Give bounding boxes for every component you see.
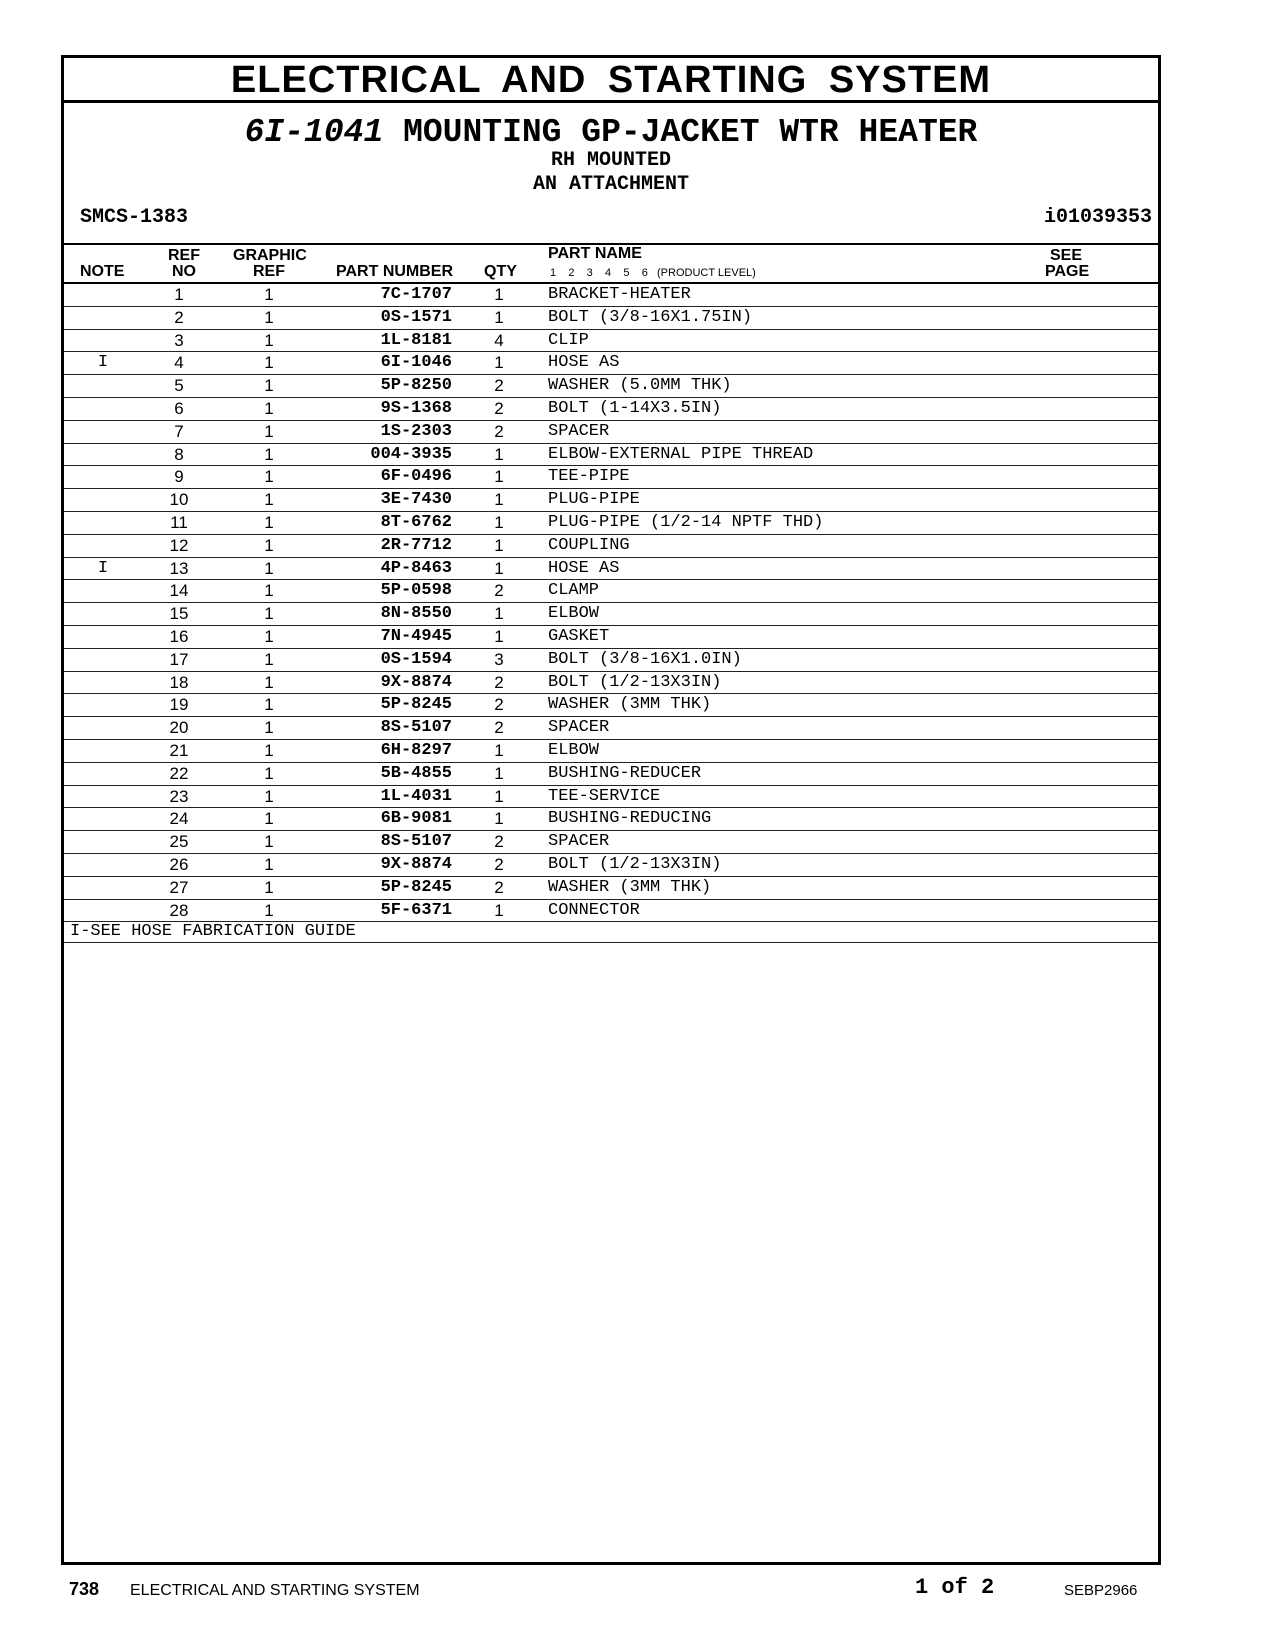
part-name-cell: BOLT (1/2-13X3IN) <box>548 854 722 874</box>
footnote: I-SEE HOSE FABRICATION GUIDE <box>64 922 1158 943</box>
qty-cell: 4 <box>494 330 504 350</box>
table-row <box>64 535 1158 558</box>
part-number-cell[interactable]: 6H-8297 <box>380 740 452 760</box>
table-row <box>64 854 1158 877</box>
qty-cell: 1 <box>494 444 504 464</box>
header-part-name: PART NAME <box>548 245 642 262</box>
table-row <box>64 808 1158 831</box>
parts-table-body <box>64 284 1158 922</box>
part-name-cell: COUPLING <box>548 535 630 555</box>
table-row <box>64 672 1158 695</box>
header-part-number: PART NUMBER <box>336 263 454 280</box>
qty-cell: 1 <box>494 809 504 829</box>
ref-no-cell: 17 <box>169 649 189 669</box>
ref-no-cell: 15 <box>169 604 189 624</box>
part-name-cell: BUSHING-REDUCER <box>548 763 702 783</box>
ref-no-cell: 22 <box>169 763 189 783</box>
part-name-cell: CLIP <box>548 330 589 350</box>
ref-no-cell: 4 <box>174 353 184 373</box>
ref-no-cell: 10 <box>169 490 189 510</box>
qty-cell: 2 <box>494 832 504 852</box>
part-number-cell[interactable]: 8S-5107 <box>380 718 452 738</box>
ref-no-cell: 25 <box>169 832 189 852</box>
ref-no-cell: 20 <box>169 718 189 738</box>
header-qty: QTY <box>484 263 517 280</box>
graphic-ref-cell: 1 <box>264 877 274 897</box>
table-row <box>64 740 1158 763</box>
graphic-ref-cell: 1 <box>264 809 274 829</box>
ref-no-cell: 18 <box>169 672 189 692</box>
graphic-ref-cell: 1 <box>264 854 274 874</box>
part-name-cell: BOLT (1/2-13X3IN) <box>548 672 722 692</box>
part-number-cell[interactable]: 9X-8874 <box>380 854 452 874</box>
table-row <box>64 831 1158 854</box>
part-name-cell: TEE-PIPE <box>548 467 630 487</box>
publication-code: SEBP2966 <box>1064 1582 1138 1599</box>
graphic-ref-cell: 1 <box>264 421 274 441</box>
table-row <box>64 489 1158 512</box>
part-name-cell: SPACER <box>548 718 610 738</box>
header-graphic-bottom: REF <box>253 263 285 280</box>
part-name-cell: ELBOW <box>548 740 600 760</box>
header-ref-bottom: NO <box>172 263 196 280</box>
qty-cell: 1 <box>494 307 504 327</box>
graphic-ref-cell: 1 <box>264 330 274 350</box>
qty-cell: 1 <box>494 490 504 510</box>
subtitle-attachment: AN ATTACHMENT <box>532 173 690 196</box>
group-title <box>64 113 1158 153</box>
qty-cell: 2 <box>494 421 504 441</box>
table-row <box>64 444 1158 467</box>
graphic-ref-cell: 1 <box>264 649 274 669</box>
part-number-cell[interactable]: 9S-1368 <box>380 398 452 418</box>
part-name-cell: SPACER <box>548 421 610 441</box>
part-number-cell[interactable]: 5P-8245 <box>380 695 452 715</box>
part-name-cell: PLUG-PIPE (1/2-14 NPTF THD) <box>548 512 824 532</box>
graphic-ref-cell: 1 <box>264 467 274 487</box>
smcs-code: SMCS-1383 <box>80 206 189 229</box>
part-number-cell[interactable]: 5P-8250 <box>380 376 452 396</box>
qty-cell: 2 <box>494 581 504 601</box>
header-see-bottom: PAGE <box>1045 263 1090 280</box>
ref-no-cell: 12 <box>169 535 189 555</box>
part-name-cell: WASHER (5.0MM THK) <box>548 376 732 396</box>
table-header <box>64 243 1158 284</box>
part-name-cell: CONNECTOR <box>548 900 640 920</box>
part-number-cell[interactable]: 6F-0496 <box>380 467 452 487</box>
qty-cell: 2 <box>494 376 504 396</box>
qty-cell: 1 <box>494 763 504 783</box>
graphic-ref-cell: 1 <box>264 444 274 464</box>
graphic-ref-cell: 1 <box>264 832 274 852</box>
graphic-ref-cell: 1 <box>264 558 274 578</box>
group-name: MOUNTING GP-JACKET WTR HEATER <box>403 114 978 151</box>
graphic-ref-cell: 1 <box>264 695 274 715</box>
table-row <box>64 398 1158 421</box>
table-row <box>64 900 1158 923</box>
graphic-ref-cell: 1 <box>264 376 274 396</box>
table-row <box>64 352 1158 375</box>
part-number-cell[interactable]: 5P-0598 <box>380 581 452 601</box>
part-name-cell: BUSHING-REDUCING <box>548 809 712 829</box>
graphic-ref-cell: 1 <box>264 285 274 304</box>
part-name-cell: WASHER (3MM THK) <box>548 877 712 897</box>
qty-cell: 2 <box>494 672 504 692</box>
graphic-ref-cell: 1 <box>264 490 274 510</box>
part-name-cell: ELBOW-EXTERNAL PIPE THREAD <box>548 444 814 464</box>
part-name-cell: HOSE AS <box>548 558 620 578</box>
qty-cell: 1 <box>494 353 504 373</box>
header-note: NOTE <box>80 263 125 280</box>
part-number-cell[interactable]: 1L-8181 <box>380 330 452 350</box>
part-name-cell: BOLT (1-14X3.5IN) <box>548 398 722 418</box>
part-number-cell[interactable]: 0S-1594 <box>380 649 452 669</box>
page-footer <box>0 1576 1275 1606</box>
section-title: ELECTRICAL AND STARTING SYSTEM <box>64 58 1158 103</box>
ref-no-cell: 7 <box>174 421 184 441</box>
graphic-ref-cell: 1 <box>264 512 274 532</box>
table-row <box>64 558 1158 581</box>
table-row <box>64 877 1158 900</box>
table-row <box>64 649 1158 672</box>
table-row <box>64 421 1158 444</box>
illustration-id: i01039353 <box>1043 206 1152 229</box>
graphic-ref-cell: 1 <box>264 398 274 418</box>
table-row <box>64 375 1158 398</box>
part-number-cell[interactable]: 5B-4855 <box>380 763 452 783</box>
qty-cell: 1 <box>494 604 504 624</box>
part-name-cell: GASKET <box>548 626 610 646</box>
qty-cell: 1 <box>494 285 504 304</box>
qty-cell: 1 <box>494 900 504 920</box>
table-row <box>64 786 1158 809</box>
part-number-cell[interactable]: 7C-1707 <box>380 285 452 304</box>
part-name-cell: TEE-SERVICE <box>548 786 661 806</box>
ref-no-cell: 1 <box>174 285 184 304</box>
qty-cell: 1 <box>494 467 504 487</box>
graphic-ref-cell: 1 <box>264 900 274 920</box>
ref-no-cell: 26 <box>169 854 189 874</box>
qty-cell: 2 <box>494 854 504 874</box>
header-product-level: 1 2 3 4 5 6 (PRODUCT LEVEL) <box>550 267 756 279</box>
qty-cell: 1 <box>494 626 504 646</box>
header-see-top: SEE <box>1050 247 1083 264</box>
table-row <box>64 763 1158 786</box>
group-part-number[interactable]: 6I-1041 <box>244 114 384 151</box>
parts-sheet <box>61 55 1161 1565</box>
part-name-cell: ELBOW <box>548 604 600 624</box>
part-name-cell: SPACER <box>548 832 610 852</box>
part-number-cell[interactable]: 1S-2303 <box>380 421 452 441</box>
qty-cell: 1 <box>494 740 504 760</box>
part-number-cell[interactable]: 0S-1571 <box>380 307 452 327</box>
part-number-cell[interactable]: 4P-8463 <box>380 558 452 578</box>
part-number-cell[interactable]: 004-3935 <box>370 444 452 464</box>
footer-section: ELECTRICAL AND STARTING SYSTEM <box>130 1582 420 1599</box>
part-name-cell: BOLT (3/8-16X1.0IN) <box>548 649 742 669</box>
part-number-cell[interactable]: 8T-6762 <box>380 512 452 532</box>
part-number-cell[interactable]: 6B-9081 <box>380 809 452 829</box>
part-number-cell[interactable]: 8S-5107 <box>380 832 452 852</box>
qty-cell: 3 <box>494 649 504 669</box>
part-number-cell[interactable]: 1L-4031 <box>380 786 452 806</box>
ref-no-cell: 16 <box>169 626 189 646</box>
ref-no-cell: 21 <box>169 740 189 760</box>
qty-cell: 1 <box>494 786 504 806</box>
part-number-cell[interactable]: 8N-8550 <box>380 604 452 624</box>
ref-no-cell: 27 <box>169 877 189 897</box>
table-row <box>64 580 1158 603</box>
ref-no-cell: 14 <box>169 581 189 601</box>
graphic-ref-cell: 1 <box>264 740 274 760</box>
graphic-ref-cell: 1 <box>264 718 274 738</box>
note-cell: I <box>97 353 109 373</box>
subtitle-mounting: RH MOUNTED <box>550 149 672 172</box>
ref-no-cell: 19 <box>169 695 189 715</box>
part-name-cell: WASHER (3MM THK) <box>548 695 712 715</box>
ref-no-cell: 6 <box>174 398 184 418</box>
part-number-cell[interactable]: 3E-7430 <box>380 490 452 510</box>
graphic-ref-cell: 1 <box>264 581 274 601</box>
header-graphic-top: GRAPHIC <box>233 247 307 264</box>
graphic-ref-cell: 1 <box>264 626 274 646</box>
ref-no-cell: 5 <box>174 376 184 396</box>
table-row <box>64 466 1158 489</box>
part-number-cell[interactable]: 7N-4945 <box>380 626 452 646</box>
ref-no-cell: 3 <box>174 330 184 350</box>
qty-cell: 2 <box>494 695 504 715</box>
qty-cell: 2 <box>494 398 504 418</box>
qty-cell: 2 <box>494 718 504 738</box>
graphic-ref-cell: 1 <box>264 535 274 555</box>
graphic-ref-cell: 1 <box>264 353 274 373</box>
ref-no-cell: 13 <box>169 558 189 578</box>
qty-cell: 1 <box>494 558 504 578</box>
table-row <box>64 694 1158 717</box>
graphic-ref-cell: 1 <box>264 786 274 806</box>
part-number-cell[interactable]: 9X-8874 <box>380 672 452 692</box>
table-row <box>64 307 1158 330</box>
table-row <box>64 603 1158 626</box>
part-name-cell: BRACKET-HEATER <box>548 285 691 304</box>
ref-no-cell: 9 <box>174 467 184 487</box>
group-header <box>64 103 1158 243</box>
header-ref-top: REF <box>168 247 200 264</box>
part-number-cell[interactable]: 5F-6371 <box>380 900 452 920</box>
graphic-ref-cell: 1 <box>264 307 274 327</box>
ref-no-cell: 28 <box>169 900 189 920</box>
qty-cell: 1 <box>494 512 504 532</box>
table-row <box>64 626 1158 649</box>
part-number-cell[interactable]: 5P-8245 <box>380 877 452 897</box>
part-number-cell[interactable]: 6I-1046 <box>380 353 452 373</box>
table-row <box>64 512 1158 535</box>
table-row <box>64 717 1158 740</box>
note-cell: I <box>97 558 109 578</box>
part-name-cell: HOSE AS <box>548 353 620 373</box>
part-name-cell: BOLT (3/8-16X1.75IN) <box>548 307 753 327</box>
part-name-cell: CLAMP <box>548 581 600 601</box>
qty-cell: 2 <box>494 877 504 897</box>
ref-no-cell: 23 <box>169 786 189 806</box>
table-row <box>64 284 1158 307</box>
ref-no-cell: 24 <box>169 809 189 829</box>
graphic-ref-cell: 1 <box>264 763 274 783</box>
graphic-ref-cell: 1 <box>264 672 274 692</box>
ref-no-cell: 8 <box>174 444 184 464</box>
graphic-ref-cell: 1 <box>264 604 274 624</box>
ref-no-cell: 2 <box>174 307 184 327</box>
part-number-cell[interactable]: 2R-7712 <box>380 535 452 555</box>
sheet-indicator: 1 of 2 <box>915 1575 995 1600</box>
page-number: 738 <box>69 1579 100 1599</box>
ref-no-cell: 11 <box>170 512 188 532</box>
part-name-cell: PLUG-PIPE <box>548 490 640 510</box>
table-row <box>64 330 1158 353</box>
qty-cell: 1 <box>494 535 504 555</box>
